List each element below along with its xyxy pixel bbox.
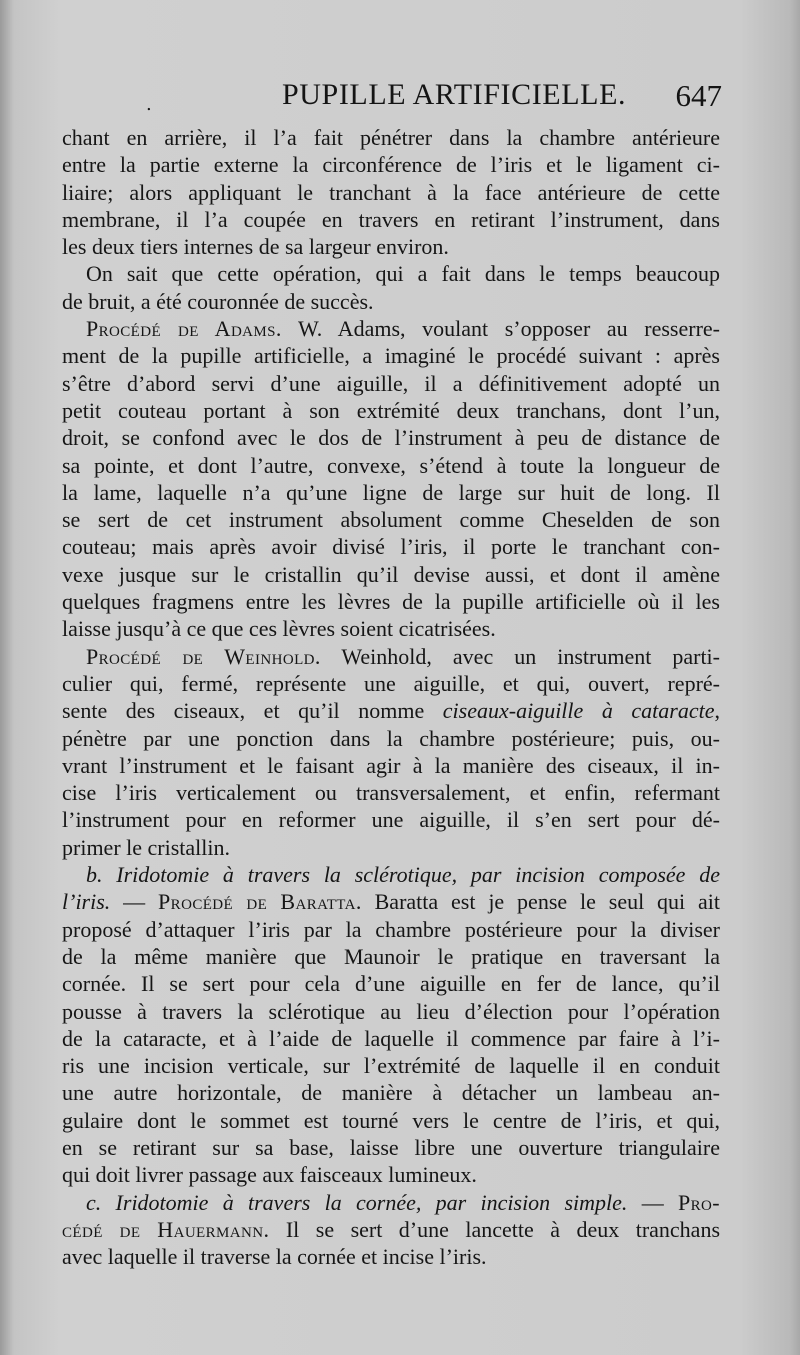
paragraph-success [62, 260, 720, 315]
text-line: On sait que cette opération, qui a fait dans le temps beaucoup [86, 261, 720, 287]
text-line: se sert de cet instrument absolument comme Cheselden de son [62, 507, 720, 533]
text-run: Pro- [678, 1189, 721, 1215]
text-line: cise l’iris verticalement ou transversalement, et enfin, refermant [62, 780, 720, 806]
procedure-heading-adams: Procédé de Adams. [86, 316, 282, 342]
section-heading-c: c. Iridotomie à travers la cornée, par incision simple. [86, 1189, 628, 1215]
paragraph-continued [62, 124, 720, 260]
text-line: s’être d’abord servi d’une aiguille, il a définitivement adopté un [62, 370, 720, 396]
paragraph-adams [62, 315, 720, 643]
paragraph-baratta [62, 861, 720, 1189]
text-line: culier qui, fermé, représente une aiguille, et qui, ouvert, repré- [62, 670, 720, 696]
header-dot: . [146, 94, 152, 115]
text-line [62, 888, 720, 915]
page-body [62, 124, 720, 1270]
text-line [62, 1216, 720, 1243]
procedure-heading-baratta: Procédé de Baratta. [158, 889, 362, 915]
text-line: l’instrument pour en reformer une aiguille, il s’en sert pour dé- [62, 807, 720, 833]
text-line: liaire; alors appliquant le tranchant à la face antérieure de cette [62, 179, 720, 205]
text-line [62, 697, 720, 724]
em-dash: — [641, 1189, 664, 1215]
text-line: de la même manière que Maunoir le pratique en traversant la [62, 943, 720, 969]
text-run: l’iris. [62, 889, 111, 915]
text-line: la lame, laquelle n’a qu’une ligne de large sur huit de long. Il [62, 479, 720, 505]
text-line: pénètre par une ponction dans la chambre postérieure; puis, ou- [62, 725, 720, 751]
running-title: PUPILLE ARTIFICIELLE. [282, 78, 627, 111]
text-run: sente des ciseaux, et qu’il nomme [62, 698, 425, 724]
text-line: gulaire dont le sommet est tourné vers le centre de l’iris, et qui, [62, 1107, 720, 1133]
text-run: W. Adams, voulant s’opposer au resserre- [298, 316, 720, 342]
text-line: cornée. Il se sert pour cela d’une aiguille en fer de lance, qu’il [62, 971, 720, 997]
text-line: laisse jusqu’à ce que ces lèvres soient cicatrisées. [62, 616, 496, 642]
text-run: Il se sert d’une lancette à deux tranchans [285, 1216, 721, 1242]
text-line [62, 1189, 720, 1216]
text-run: Weinhold, avec un instrument parti- [341, 643, 720, 669]
text-line: couteau; mais après avoir divisé l’iris, il porte le tranchant con- [62, 534, 720, 560]
text-line [62, 643, 720, 670]
text-line [62, 315, 720, 342]
text-line: quelques fragmens entre les lèvres de la pupille artificielle où il les [62, 589, 720, 615]
text-line: vexe jusque sur le cristallin qu’il devise aussi, et dont il amène [62, 561, 720, 587]
text-line: droit, se confond avec le dos de l’instrument à peu de distance de [62, 425, 720, 451]
text-run: Baratta est je pense le seul qui ait [374, 889, 721, 915]
text-line: une autre horizontale, de manière à détacher un lambeau an- [62, 1080, 720, 1106]
text-line: qui doit livrer passage aux faisceaux lumineux. [62, 1162, 477, 1188]
text-line: de la cataracte, et à l’aide de laquelle il commence par faire à l’i- [62, 1025, 720, 1051]
text-line: primer le cristallin. [62, 834, 230, 860]
instrument-name: ciseaux-aiguille à cataracte [442, 698, 715, 724]
running-header [60, 78, 720, 118]
text-line: ris une incision verticale, sur l’extrémité de laquelle il en conduit [62, 1053, 720, 1079]
text-line: de bruit, a été couronnée de succès. [62, 288, 374, 314]
page-number: 647 [675, 78, 722, 113]
text-line: proposé d’attaquer l’iris par la chambre postérieure pour la diviser [62, 916, 720, 942]
text-line: pousse à travers la sclérotique au lieu d’élection pour l’opération [62, 998, 720, 1024]
paragraph-weinhold [62, 643, 720, 861]
text-line: chant en arrière, il l’a fait pénétrer dans la chambre antérieure [62, 125, 720, 150]
procedure-heading-weinhold: Procédé de Weinhold. [86, 643, 321, 669]
text-line: avec laquelle il traverse la cornée et incise l’iris. [62, 1244, 487, 1270]
text-line: entre la partie externe la circonférence de l’iris et le ligament ci- [62, 152, 720, 178]
text-run: , [714, 698, 720, 724]
section-heading-b: b. Iridotomie à travers la sclérotique, par incision composée de [86, 862, 720, 888]
text-line: vrant l’instrument et le faisant agir à la manière des ciseaux, il in- [62, 752, 720, 778]
em-dash: — [123, 889, 146, 915]
text-line: en se retirant sur sa base, laisse libre une ouverture triangulaire [62, 1134, 720, 1160]
text-line: sa pointe, et dont l’autre, convexe, s’étend à toute la longueur de [62, 452, 720, 478]
paragraph-hauermann [62, 1189, 720, 1271]
text-line: les deux tiers internes de sa largeur environ. [62, 234, 449, 260]
procedure-heading-hauermann: cédé de Hauermann. [62, 1216, 270, 1242]
text-line: ment de la pupille artificielle, a imaginé le procédé suivant : après [62, 343, 720, 369]
text-line: membrane, il l’a coupée en travers en retirant l’instrument, dans [62, 206, 720, 232]
text-line: petit couteau portant à son extrémité deux tranchans, dont l’un, [62, 397, 720, 423]
